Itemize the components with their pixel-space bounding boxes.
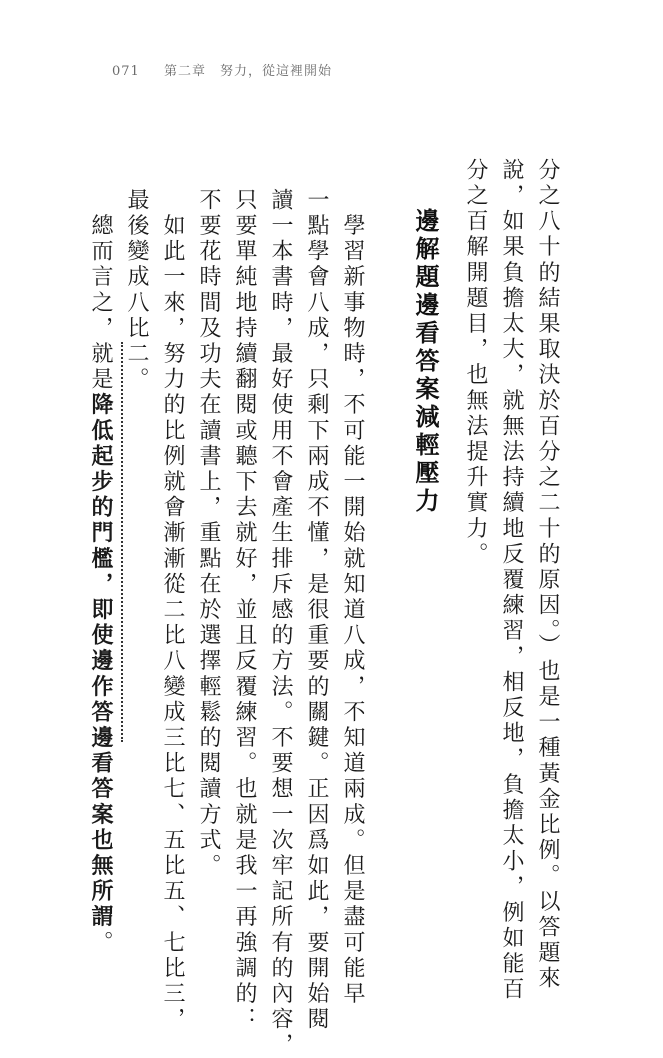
emphasis-dotted-rule	[121, 342, 123, 742]
page-number: 071	[112, 64, 140, 79]
text-column-10: 最後變成八比二。	[124, 188, 149, 393]
running-header	[112, 60, 332, 79]
emphasis-text: 降低起步的門檻，即使邊作答邊看答案也無所謂	[88, 392, 113, 931]
text-column-6: 讀一本書時，最好使用不會產生排斥感的方法。不要想一次牢記所有的內容，	[268, 188, 293, 1058]
text-column-1: 分之八十的結果取決於百分之二十的原因。）也是一種黃金比例。以答題來	[535, 158, 560, 992]
text-column-4: 學習新事物時，不可能一開始就知道八成，不知道兩成。但是盡可能早	[340, 188, 365, 1008]
text-column-3: 分之百解開題目，也無法提升實力。	[463, 158, 488, 568]
text-column-11	[87, 188, 113, 957]
text-column-7: 只要單純地持續翻閱或聽下去就好，並且反覆練習。也就是我一再強調的：	[232, 188, 257, 1033]
conclusion-end: 。	[88, 930, 113, 957]
text-column-8: 不要花時間及功夫在讀書上，重點在於選擇輕鬆的閱讀方式。	[196, 188, 221, 880]
chapter-title: 第二章 努力，從這裡開始	[163, 64, 332, 79]
text-column-2: 說，如果負擔太大，就無法持續地反覆練習，相反地，負擔太小，例如能百	[499, 158, 524, 1003]
text-column-9: 如此一來，努力的比例就會漸漸從二比八變成三比七、五比五、七比三，	[160, 188, 185, 1033]
section-heading: 邊解題邊看答案減輕壓力	[411, 208, 439, 516]
text-column-5: 一點學會八成，只剩下兩成不懂，是很重要的關鍵。正因爲如此，要開始閱	[304, 188, 329, 1033]
conclusion-lead: 總而言之，就是	[88, 188, 113, 393]
